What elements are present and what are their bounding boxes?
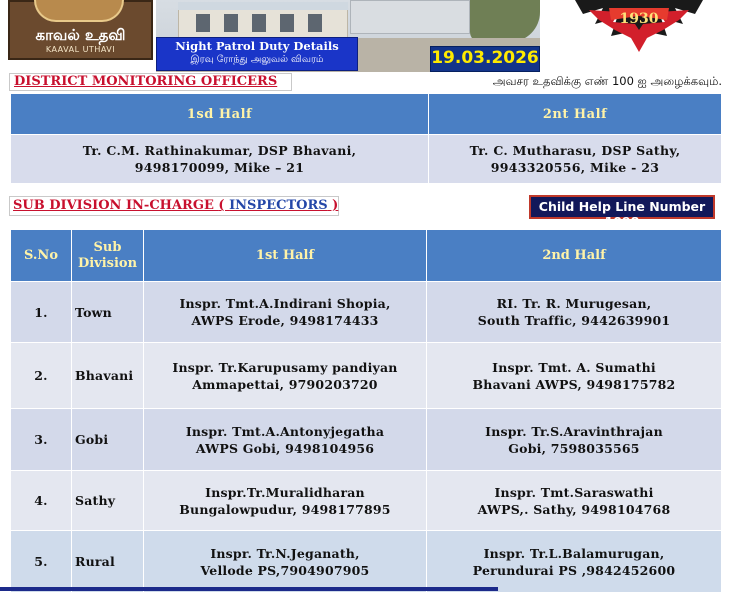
night-patrol-title: Night Patrol Duty Details [175,39,339,53]
officer-line: 9943320556, Mike - 23 [490,160,660,175]
officer-line: Gobi, 7598035565 [508,440,640,456]
table-row [11,343,722,409]
col-subdivision-line: Sub [93,239,122,255]
officer-line: Inspr. Tr.N.Jeganath, [210,545,360,561]
col-subdivision-line: Division [77,255,138,271]
officer-line: AWPS Erode, 9498174433 [191,313,379,328]
officer-line: Bhavani AWPS, 9498175782 [472,376,676,392]
officer-line: RI. Tr. R. Murugesan, [496,296,652,311]
row-sno: 2. [11,343,72,409]
emblem-year: 1930 [619,11,659,27]
emergency-note: அவசர உதவிக்கு எண் 100 ஐ அழைக்கவும். [492,74,722,88]
second-half-officer [429,135,722,184]
row-first-half [144,409,427,471]
subdivision-table [10,229,722,593]
officer-line: 9498170099, Mike – 21 [134,160,305,175]
officer-line: South Traffic, 9442639901 [477,313,671,328]
officer-line: Inspr. Tmt.A.Antonyjegatha [185,423,385,439]
officer-line: Vellode PS,7904907905 [200,562,370,578]
col-subdivision-header [72,230,144,282]
row-sno: 4. [11,471,72,531]
night-patrol-subtitle: இரவு ரோந்து அலுவல் விவரம் [190,54,324,65]
officer-line: AWPS Gobi, 9498104956 [195,440,375,456]
window-shape [196,14,210,32]
building-signboard [178,2,348,10]
heading-inspectors: INSPECTORS [229,198,328,213]
officer-line: Bungalowpudur, 9498177895 [179,501,391,517]
row-first-half [144,531,427,593]
table-row [11,471,722,531]
row-division: Rural [72,531,144,593]
col-first-half-header: 1sd Half [11,94,429,135]
row-second-half [427,531,722,593]
officer-line: Inspr. Tmt. A. Sumathi [492,359,656,375]
row-division: Sathy [72,471,144,531]
logo-tamil-text: காவல் உதவி [35,26,126,44]
window-shape [224,14,238,32]
row-first-half [144,282,427,343]
officer-line: Inspr. Tmt.Saraswathi [494,484,654,500]
officer-line: Inspr. Tr.L.Balamurugan, [483,545,665,561]
district-officers-heading: DISTRICT MONITORING OFFICERS [14,74,278,89]
row-second-half [427,282,722,343]
row-sno: 1. [11,282,72,343]
row-division: Gobi [72,409,144,471]
row-first-half [144,471,427,531]
first-half-officer [11,135,429,184]
officer-line: Tr. C.M. Rathinakumar, DSP Bhavani, [82,143,357,158]
officer-line: Inspr. Tr.S.Aravinthrajan [485,423,663,439]
table-row [11,531,722,593]
child-helpline-text: Child Help Line Number 1098 [538,199,706,229]
window-shape [308,14,322,32]
officer-line: Inspr. Tmt.A.Indirani Shopia, [179,296,391,311]
col-second-half-header: 2nd Half [427,230,722,282]
row-second-half [427,343,722,409]
window-shape [252,14,266,32]
building-annex [350,0,470,34]
col-second-half-header: 2nt Half [429,94,722,135]
row-sno: 3. [11,409,72,471]
subdivision-heading [13,198,338,213]
officer-line: AWPS,. Sathy, 9498104768 [477,501,671,517]
district-officers-table [10,93,722,184]
officer-line: Inspr.Tr.Muralidharan [205,484,365,500]
police-emblem-icon [34,0,124,22]
row-second-half [427,409,722,471]
officer-line: Inspr. Tr.Karupusamy pandiyan [172,359,398,375]
row-division: Bhavani [72,343,144,409]
heading-paren: ) [327,198,339,213]
officer-line: Perundurai PS ,9842452600 [472,562,676,578]
heading-prefix: SUB DIVISION IN-CHARGE [13,198,219,213]
officer-line: Tr. C. Mutharasu, DSP Sathy, [469,143,681,158]
window-shape [280,14,294,32]
table-row [11,282,722,343]
heading-paren: ( [218,198,230,213]
officer-line: Ammapettai, 9790203720 [192,376,378,392]
row-sno: 5. [11,531,72,593]
bottom-bar [0,587,498,591]
table-row [11,409,722,471]
row-division: Town [72,282,144,343]
row-second-half [427,471,722,531]
col-sno-header: S.No [11,230,72,282]
col-first-half-header: 1st Half [144,230,427,282]
logo-english-text: KAAVAL UTHAVI [45,45,116,54]
eagle-emblem-icon [575,0,703,56]
row-first-half [144,343,427,409]
date-text: 19.03.2026 [431,48,539,68]
